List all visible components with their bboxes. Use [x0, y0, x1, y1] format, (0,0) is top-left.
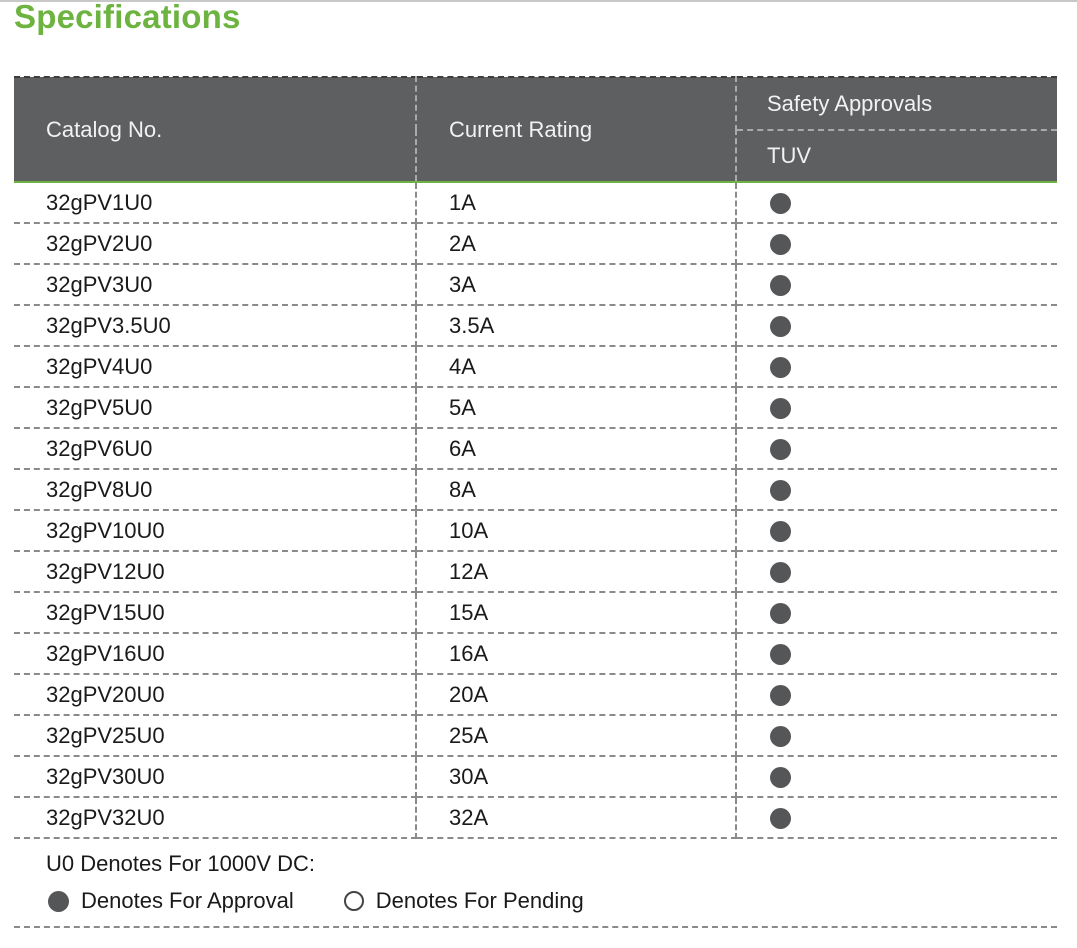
header-catalog-no: Catalog No. — [14, 77, 416, 182]
legend-pending — [344, 888, 584, 914]
tuv-approval-cell — [736, 797, 1057, 838]
table-row — [14, 428, 1057, 469]
catalog-no-cell: 32gPV16U0 — [14, 633, 416, 674]
tuv-approval-cell — [736, 510, 1057, 551]
catalog-no-cell: 32gPV32U0 — [14, 797, 416, 838]
tuv-approval-cell — [736, 674, 1057, 715]
table-row — [14, 715, 1057, 756]
filled-circle-icon — [770, 234, 791, 255]
table-row — [14, 469, 1057, 510]
table-row — [14, 182, 1057, 223]
filled-circle-icon — [770, 398, 791, 419]
filled-circle-icon — [770, 685, 791, 706]
filled-circle-icon — [770, 357, 791, 378]
legend-approval — [48, 888, 294, 914]
current-rating-cell: 5A — [416, 387, 736, 428]
current-rating-cell: 25A — [416, 715, 736, 756]
catalog-no-cell: 32gPV8U0 — [14, 469, 416, 510]
notes-section — [14, 842, 1057, 928]
current-rating-cell: 32A — [416, 797, 736, 838]
tuv-approval-cell — [736, 182, 1057, 223]
table-row — [14, 592, 1057, 633]
catalog-no-cell: 32gPV1U0 — [14, 182, 416, 223]
tuv-approval-cell — [736, 551, 1057, 592]
catalog-no-cell: 32gPV20U0 — [14, 674, 416, 715]
current-rating-cell: 20A — [416, 674, 736, 715]
catalog-no-cell: 32gPV10U0 — [14, 510, 416, 551]
table-row — [14, 756, 1057, 797]
current-rating-cell: 3A — [416, 264, 736, 305]
current-rating-cell: 30A — [416, 756, 736, 797]
filled-circle-icon — [770, 726, 791, 747]
table-row — [14, 387, 1057, 428]
filled-circle-icon — [770, 439, 791, 460]
filled-circle-icon — [770, 808, 791, 829]
current-rating-cell: 15A — [416, 592, 736, 633]
catalog-no-cell: 32gPV6U0 — [14, 428, 416, 469]
tuv-approval-cell — [736, 756, 1057, 797]
tuv-approval-cell — [736, 715, 1057, 756]
current-rating-cell: 6A — [416, 428, 736, 469]
u0-note: U0 Denotes For 1000V DC: — [46, 851, 316, 876]
catalog-no-cell: 32gPV3.5U0 — [14, 305, 416, 346]
legend — [48, 888, 634, 914]
current-rating-cell: 1A — [416, 182, 736, 223]
table-row — [14, 346, 1057, 387]
tuv-approval-cell — [736, 264, 1057, 305]
current-rating-cell: 3.5A — [416, 305, 736, 346]
catalog-no-cell: 32gPV4U0 — [14, 346, 416, 387]
tuv-approval-cell — [736, 223, 1057, 264]
catalog-no-cell: 32gPV12U0 — [14, 551, 416, 592]
open-circle-icon — [344, 891, 364, 911]
current-rating-cell: 4A — [416, 346, 736, 387]
filled-circle-icon — [770, 603, 791, 624]
current-rating-cell: 10A — [416, 510, 736, 551]
table-row — [14, 633, 1057, 674]
filled-circle-icon — [770, 316, 791, 337]
filled-circle-icon — [770, 480, 791, 501]
filled-circle-icon — [770, 521, 791, 542]
current-rating-cell: 2A — [416, 223, 736, 264]
tuv-approval-cell — [736, 633, 1057, 674]
tuv-approval-cell — [736, 346, 1057, 387]
table-row — [14, 510, 1057, 551]
catalog-no-cell: 32gPV15U0 — [14, 592, 416, 633]
tuv-approval-cell — [736, 387, 1057, 428]
specifications-table — [14, 76, 1057, 839]
filled-circle-icon — [770, 562, 791, 583]
table-body — [14, 182, 1057, 838]
catalog-no-cell: 32gPV25U0 — [14, 715, 416, 756]
tuv-approval-cell — [736, 428, 1057, 469]
page-title: Specifications — [14, 0, 241, 35]
tuv-approval-cell — [736, 469, 1057, 510]
filled-circle-icon — [770, 767, 791, 788]
tuv-approval-cell — [736, 592, 1057, 633]
table-row — [14, 551, 1057, 592]
catalog-no-cell: 32gPV30U0 — [14, 756, 416, 797]
table-row — [14, 305, 1057, 346]
current-rating-cell: 12A — [416, 551, 736, 592]
filled-circle-icon — [48, 891, 69, 912]
catalog-no-cell: 32gPV3U0 — [14, 264, 416, 305]
catalog-no-cell: 32gPV5U0 — [14, 387, 416, 428]
header-safety-approvals: Safety Approvals — [736, 77, 1057, 130]
header-current-rating: Current Rating — [416, 77, 736, 182]
catalog-no-cell: 32gPV2U0 — [14, 223, 416, 264]
legend-approval-label: Denotes For Approval — [81, 888, 294, 913]
header-tuv: TUV — [736, 130, 1057, 182]
table-row — [14, 264, 1057, 305]
filled-circle-icon — [770, 644, 791, 665]
current-rating-cell: 8A — [416, 469, 736, 510]
tuv-approval-cell — [736, 305, 1057, 346]
current-rating-cell: 16A — [416, 633, 736, 674]
table-row — [14, 797, 1057, 838]
table-row — [14, 674, 1057, 715]
table-row — [14, 223, 1057, 264]
filled-circle-icon — [770, 193, 791, 214]
legend-pending-label: Denotes For Pending — [375, 888, 584, 913]
filled-circle-icon — [770, 275, 791, 296]
